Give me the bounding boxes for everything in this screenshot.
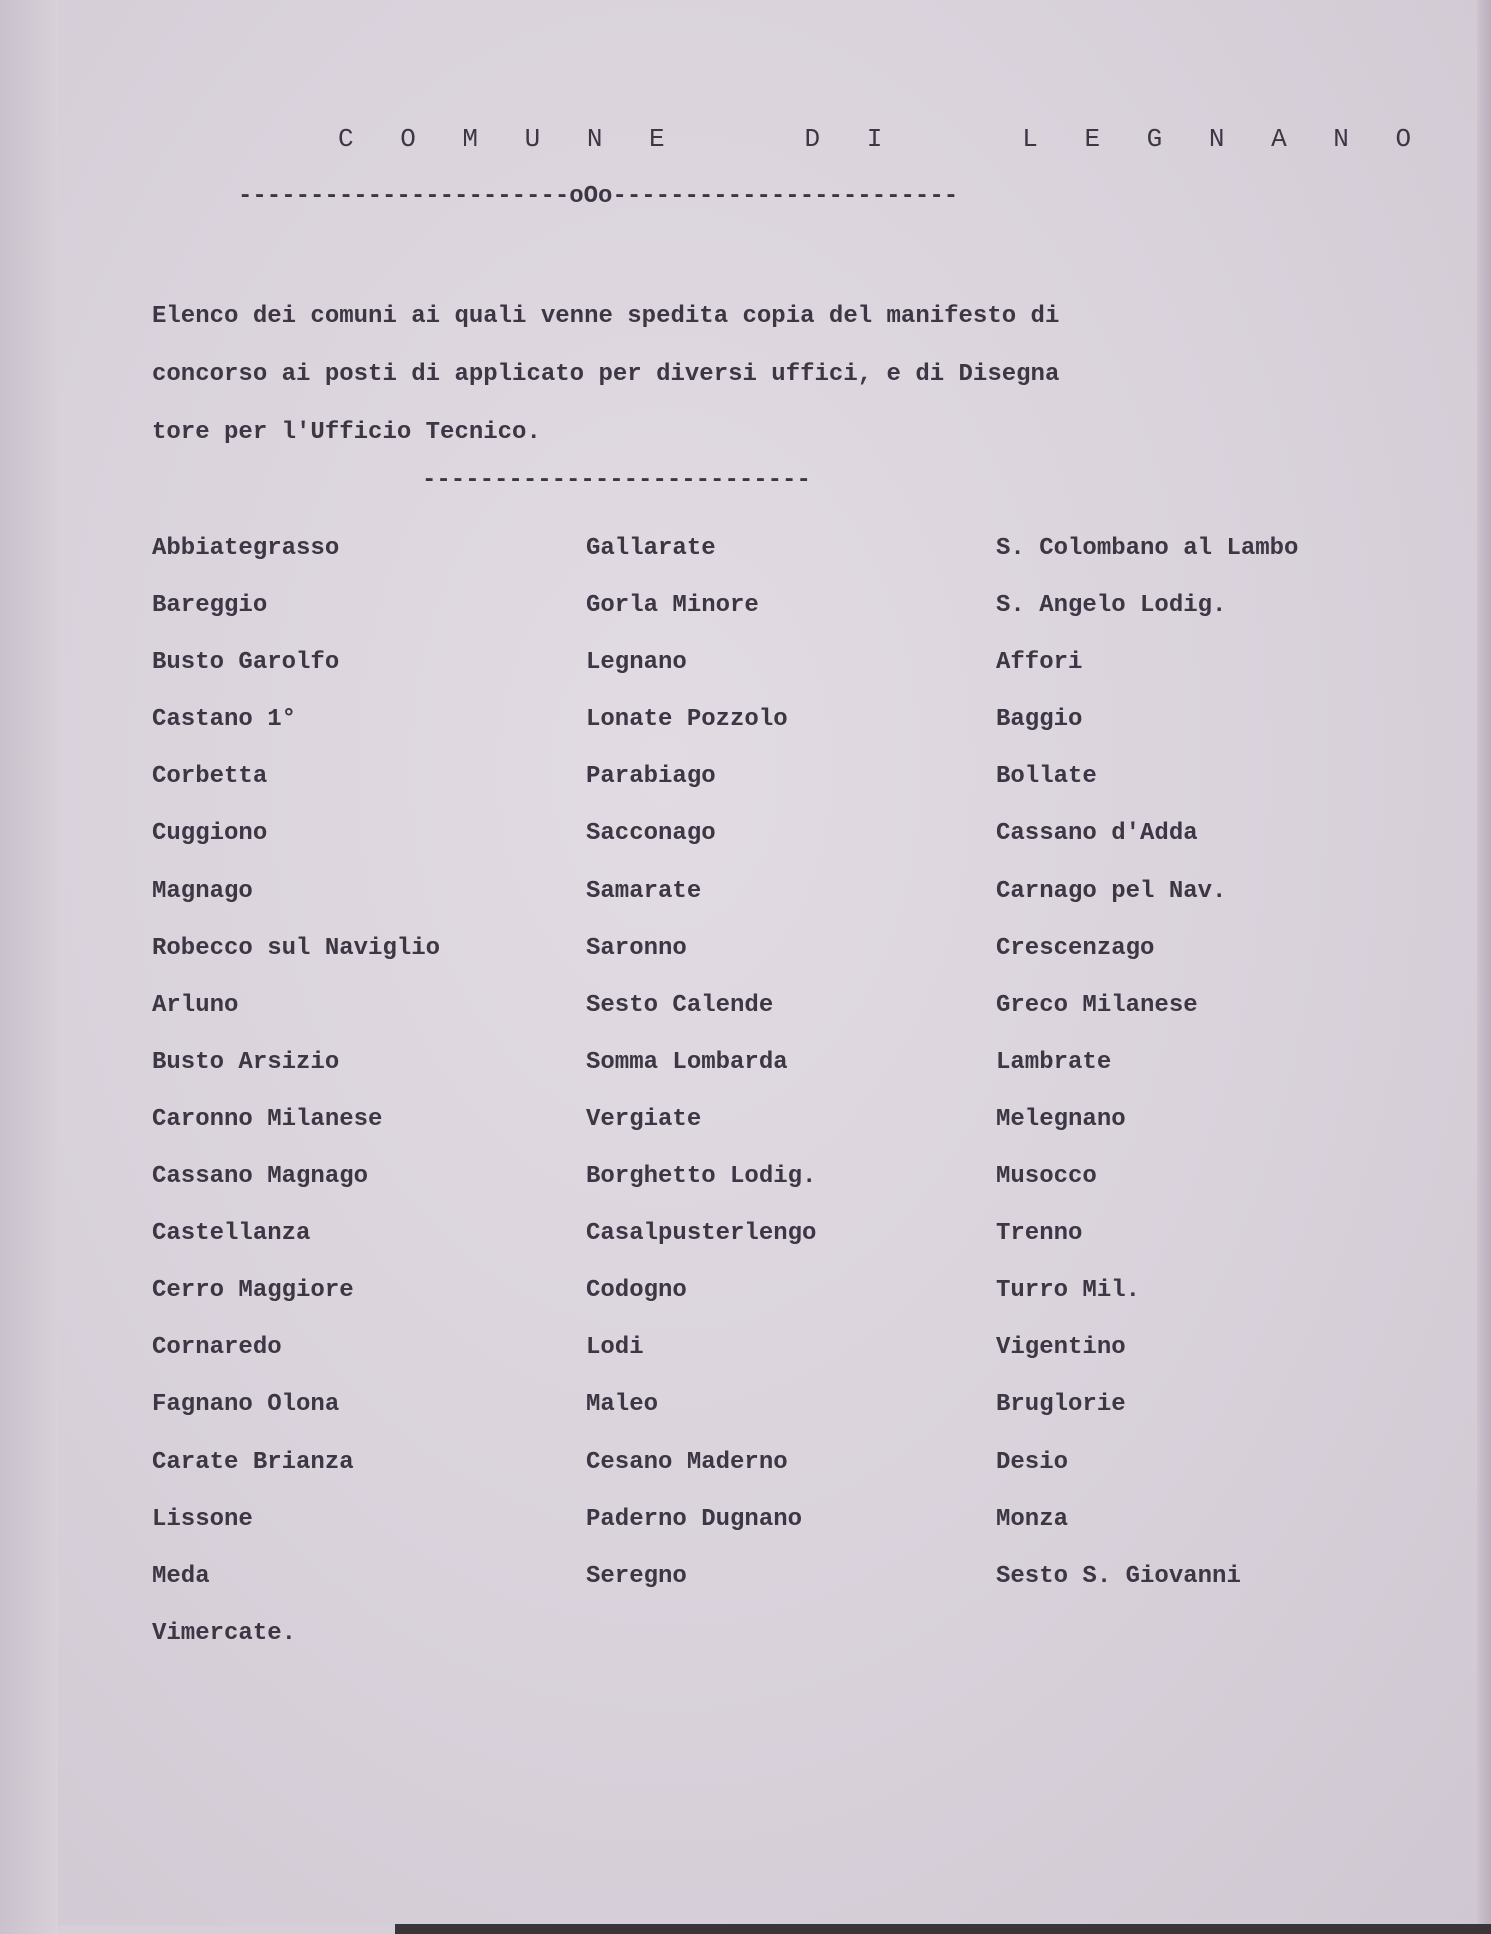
municipality-item: Bollate bbox=[996, 763, 1097, 791]
municipality-item: Crescenzago bbox=[996, 934, 1155, 962]
municipality-item: Carnago pel Nav. bbox=[996, 877, 1227, 905]
municipality-item: Samarate bbox=[586, 877, 702, 905]
municipality-item: Parabiago bbox=[586, 763, 716, 791]
municipality-item: Turro Mil. bbox=[996, 1277, 1141, 1305]
municipality-item: Legnano bbox=[586, 649, 687, 677]
municipality-item: Vergiate bbox=[586, 1105, 702, 1133]
municipality-item: Busto Arsizio bbox=[152, 1048, 340, 1076]
municipality-item: S. Angelo Lodig. bbox=[996, 592, 1227, 620]
municipality-item: Sesto S. Giovanni bbox=[996, 1562, 1241, 1590]
municipality-item: Seregno bbox=[586, 1562, 687, 1590]
title-divider: -----------------------oOo------------------------ bbox=[238, 183, 959, 210]
municipality-item: S. Colombano al Lambo bbox=[996, 535, 1299, 562]
municipality-item: Baggio bbox=[996, 706, 1083, 734]
municipality-item: Gallarate bbox=[586, 535, 716, 562]
section-divider: --------------------------- bbox=[422, 467, 811, 494]
municipality-item: Desio bbox=[996, 1448, 1069, 1476]
municipality-item: Fagnano Olona bbox=[152, 1391, 340, 1419]
municipality-item: Magnago bbox=[152, 877, 253, 905]
municipality-item: Casalpusterlengo bbox=[586, 1220, 817, 1248]
municipality-column-2 bbox=[586, 520, 816, 1605]
municipality-item: Busto Garolfo bbox=[152, 649, 340, 677]
municipality-column-1 bbox=[152, 520, 440, 1662]
page-right-edge bbox=[1477, 0, 1491, 1934]
municipality-item: Vimercate. bbox=[152, 1619, 297, 1647]
municipality-item: Vigentino bbox=[996, 1334, 1126, 1362]
municipality-item: Lodi bbox=[586, 1334, 644, 1362]
intro-line: tore per l'Ufficio Tecnico. bbox=[152, 419, 541, 446]
municipality-item: Lonate Pozzolo bbox=[586, 706, 788, 734]
municipality-item: Borghetto Lodig. bbox=[586, 1163, 817, 1191]
municipality-item: Bareggio bbox=[152, 592, 268, 620]
intro-line: Elenco dei comuni ai quali venne spedita copia del manifesto di bbox=[152, 303, 1060, 330]
intro-line: concorso ai posti di applicato per diversi uffici, e di Disegna bbox=[152, 361, 1060, 388]
municipality-item: Arluno bbox=[152, 991, 239, 1019]
municipality-item: Saronno bbox=[586, 934, 687, 962]
municipality-item: Gorla Minore bbox=[586, 592, 759, 620]
municipality-item: Cassano Magnago bbox=[152, 1163, 369, 1191]
municipality-item: Robecco sul Naviglio bbox=[152, 934, 441, 962]
municipality-item: Cuggiono bbox=[152, 820, 268, 848]
municipality-item: Trenno bbox=[996, 1220, 1083, 1248]
municipality-item: Bruglorie bbox=[996, 1391, 1126, 1419]
municipality-item: Meda bbox=[152, 1562, 210, 1590]
municipality-column-3 bbox=[996, 520, 1298, 1605]
municipality-item: Cesano Maderno bbox=[586, 1448, 788, 1476]
municipality-item: Carate Brianza bbox=[152, 1448, 354, 1476]
municipality-item: Caronno Milanese bbox=[152, 1105, 383, 1133]
municipality-item: Monza bbox=[996, 1505, 1069, 1533]
page-left-edge bbox=[0, 0, 58, 1934]
municipality-item: Cassano d'Adda bbox=[996, 820, 1198, 848]
municipality-item: Lissone bbox=[152, 1505, 253, 1533]
municipality-item: Codogno bbox=[586, 1277, 687, 1305]
municipality-item: Lambrate bbox=[996, 1048, 1112, 1076]
municipality-item: Sesto Calende bbox=[586, 991, 774, 1019]
municipality-item: Castano 1° bbox=[152, 706, 297, 734]
intro-paragraph bbox=[152, 288, 1292, 462]
municipality-item: Musocco bbox=[996, 1163, 1097, 1191]
municipality-item: Corbetta bbox=[152, 763, 268, 791]
municipality-item: Maleo bbox=[586, 1391, 659, 1419]
document-title: C O M U N E D I L E G N A N O bbox=[338, 124, 1427, 154]
municipality-item: Sacconago bbox=[586, 820, 716, 848]
municipality-item: Cerro Maggiore bbox=[152, 1277, 354, 1305]
municipality-item: Affori bbox=[996, 649, 1083, 677]
municipality-item: Greco Milanese bbox=[996, 991, 1198, 1019]
municipality-item: Castellanza bbox=[152, 1220, 311, 1248]
page-bottom-edge bbox=[395, 1924, 1491, 1934]
municipality-item: Melegnano bbox=[996, 1105, 1126, 1133]
municipality-item: Paderno Dugnano bbox=[586, 1505, 803, 1533]
municipality-item: Abbiategrasso bbox=[152, 535, 340, 562]
municipality-item: Somma Lombarda bbox=[586, 1048, 788, 1076]
municipality-item: Cornaredo bbox=[152, 1334, 282, 1362]
